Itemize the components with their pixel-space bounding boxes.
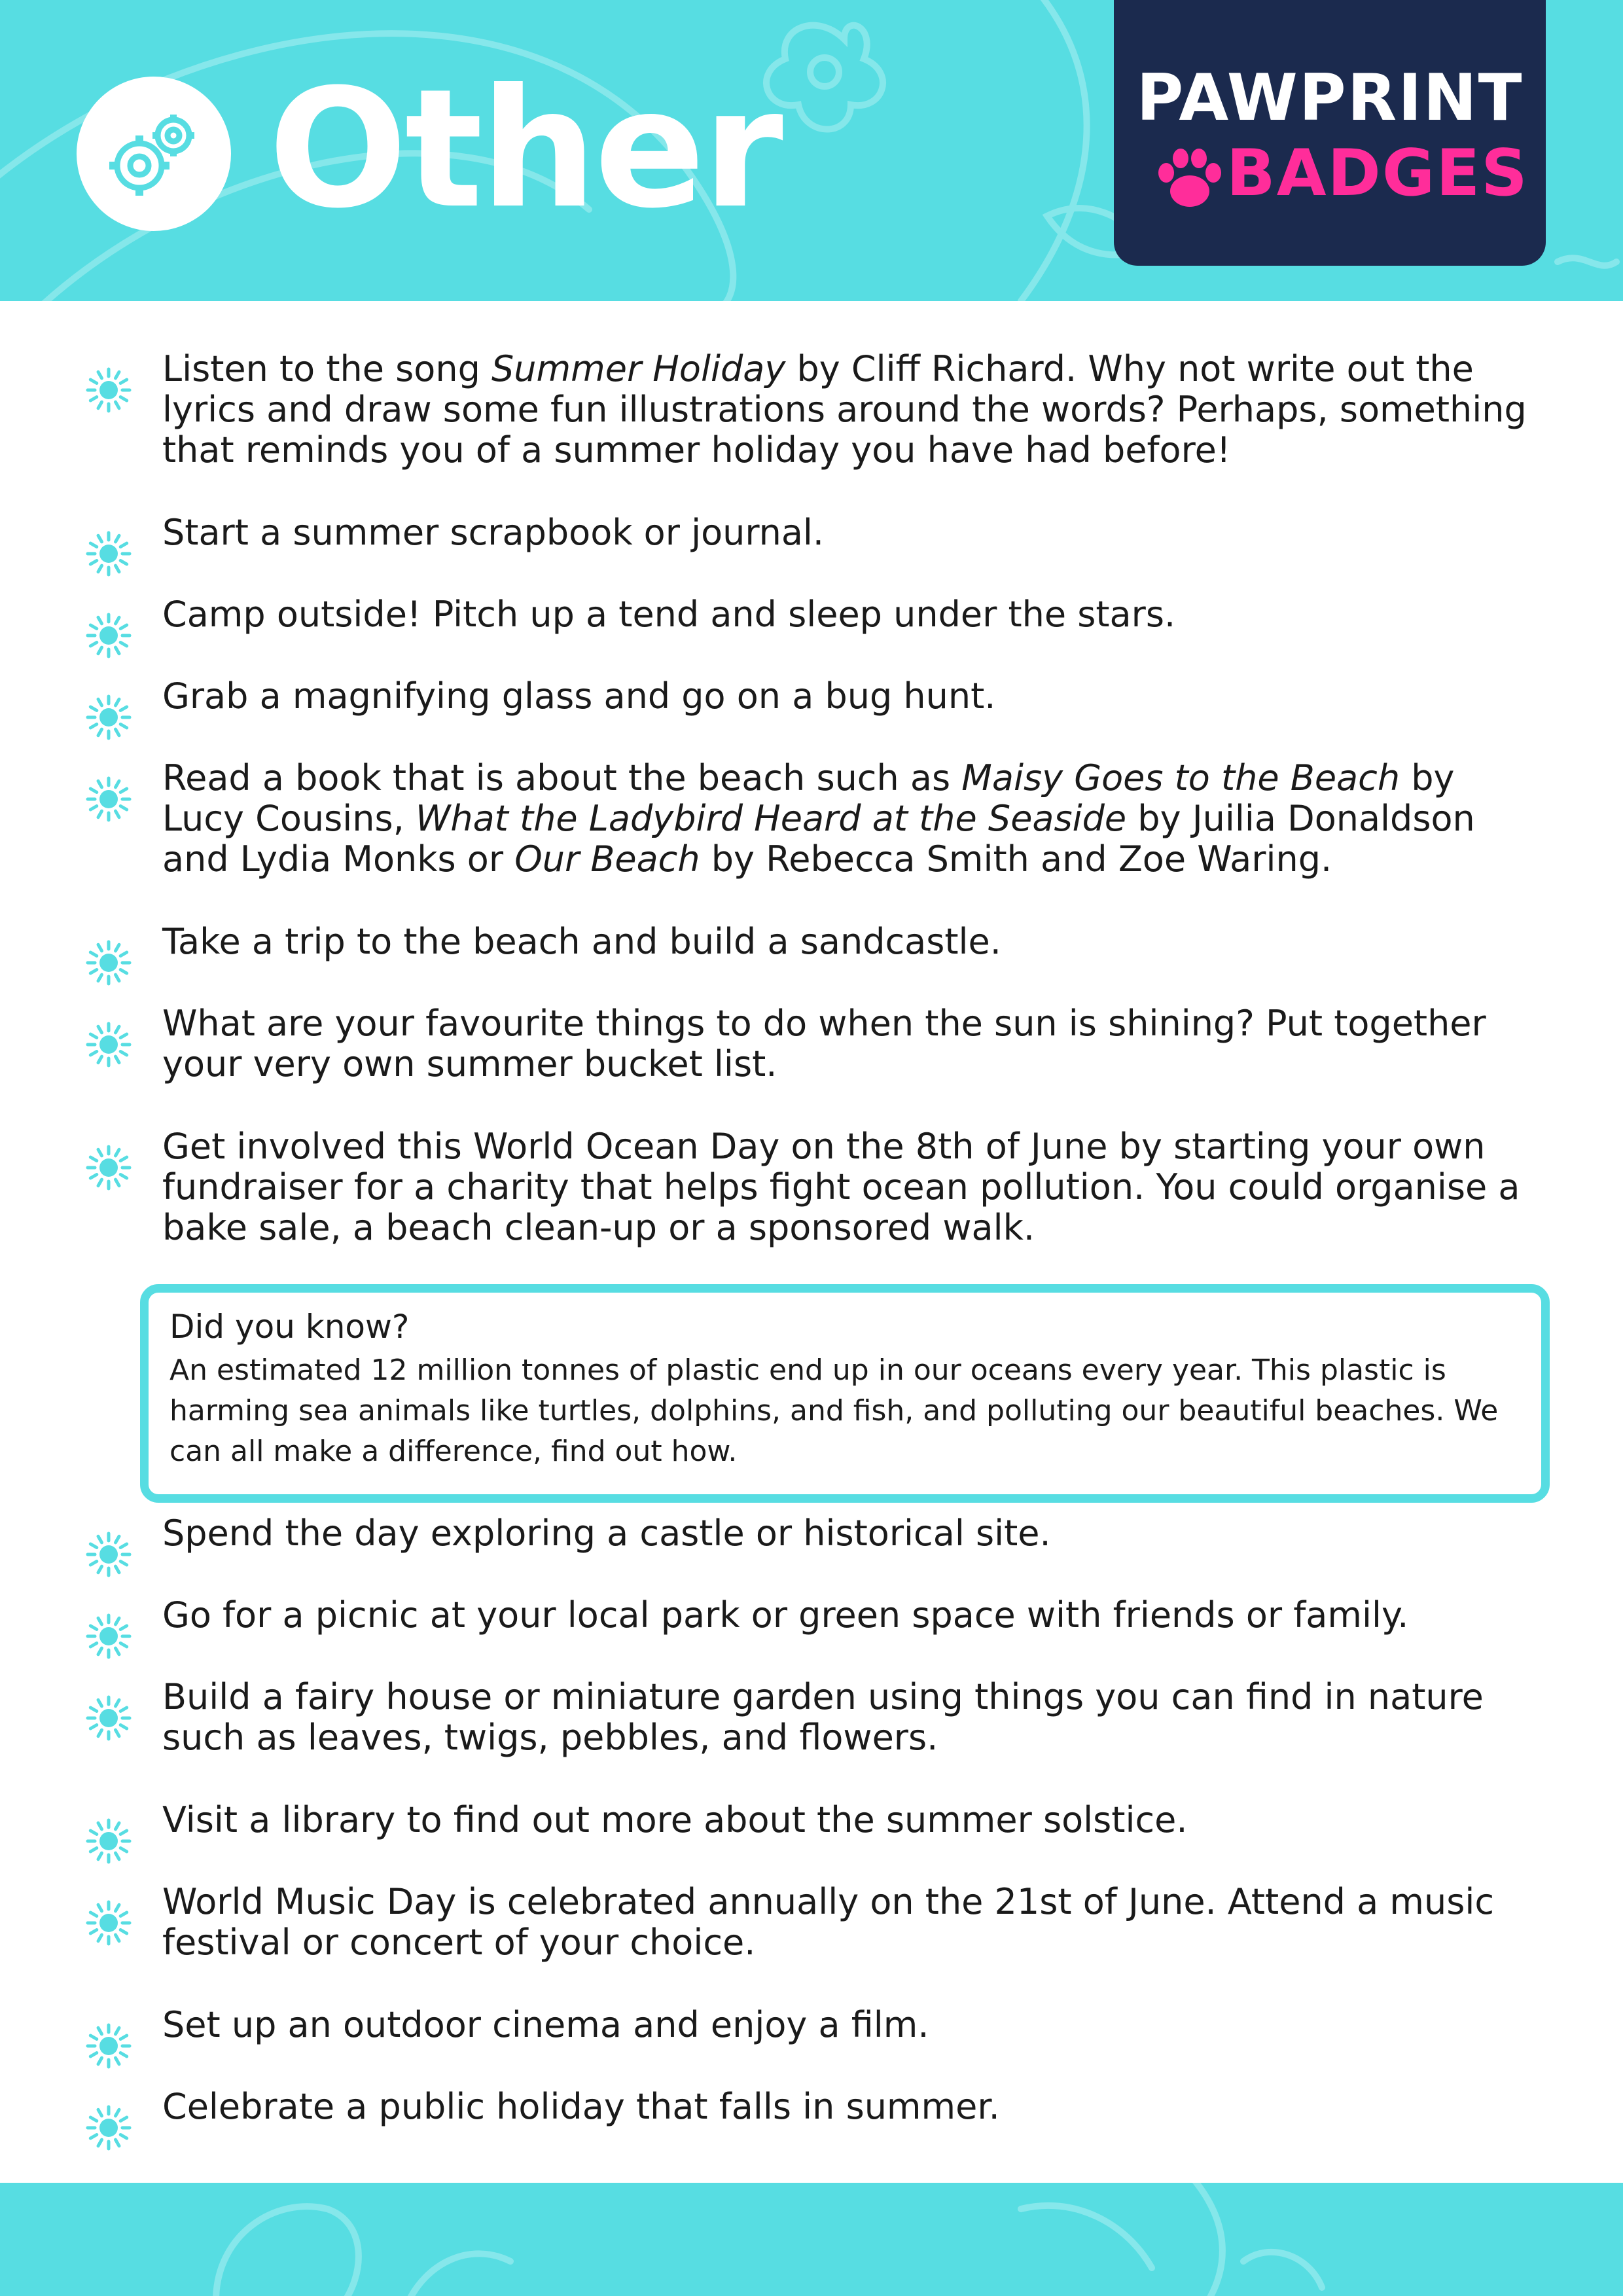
paw-icon [1152,145,1224,211]
sun-icon [85,612,132,659]
book-title-text: What the Ladybird Heard at the Seaside [415,798,1127,839]
sun-icon [85,1531,132,1578]
list-item-text [162,922,1537,962]
list-item-text [162,1126,1537,1248]
list-item-text [162,1595,1537,1636]
page-title: Other [268,54,781,244]
sun-icon [85,776,132,823]
text-segment: Set up an outdoor cinema and enjoy a film. [162,2004,929,2045]
list-item-text [162,1003,1537,1085]
text-segment: Grab a magnifying glass and go on a bug hunt. [162,675,996,717]
list-item-text [162,676,1537,717]
text-segment: Build a fairy house or miniature garden using things you can find in nature such as leaves, twigs, pebbles, and flowers. [162,1676,1484,1758]
sun-icon [85,530,132,577]
sun-icon [85,2022,132,2070]
footer-banner [0,2183,1623,2296]
list-item-text [162,2087,1537,2127]
book-title-text: Maisy Goes to the Beach [961,757,1400,798]
text-segment: Start a summer scrapbook or journal. [162,512,825,553]
text-segment: Go for a picnic at your local park or green space with friends or family. [162,1594,1409,1636]
callout-title: Did you know? [169,1308,410,1346]
gears-icon [75,75,232,232]
text-segment: by Lucy Cousins, [162,757,1455,839]
text-segment: Visit a library to find out more about the summer solstice. [162,1799,1188,1840]
list-item-text [162,1882,1537,1963]
sun-icon [85,367,132,414]
book-title-text: Our Beach [514,838,700,880]
logo-wordmark-top: PAWPRINT [1136,61,1524,135]
sun-icon [85,939,132,986]
list-item-text [162,512,1537,553]
sun-icon [85,1695,132,1742]
sun-icon [85,1613,132,1660]
sun-icon [85,1144,132,1191]
list-item-text [162,1513,1537,1554]
list-item-text [162,758,1537,880]
text-segment: Read a book that is about the beach such as [162,757,962,798]
list-item-text [162,1800,1537,1840]
text-segment: Take a trip to the beach and build a sandcastle. [162,921,1001,962]
sun-icon [85,694,132,741]
text-segment: World Music Day is celebrated annually on the 21st of June. Attend a music festival or concert of your choice. [162,1881,1495,1963]
did-you-know-callout [140,1284,1550,1503]
text-segment: by Juilia Donaldson and Lydia Monks or [162,798,1475,880]
list-item-text [162,2005,1537,2045]
brand-logo [1114,0,1546,266]
list-item-text [162,1677,1537,1758]
sun-icon [85,1818,132,1865]
book-title-text: Summer Holiday [491,348,786,389]
sun-icon [85,1899,132,1946]
text-segment: Listen to the song [162,348,492,389]
text-segment: Camp outside! Pitch up a tend and sleep under the stars. [162,594,1176,635]
sun-icon [85,2104,132,2151]
list-item-text [162,349,1537,471]
text-segment: What are your favourite things to do when the sun is shining? Put together your very own summer bucket list. [162,1003,1486,1085]
header-banner [0,0,1623,301]
sun-icon [85,1021,132,1068]
decorative-doodles [0,2183,1623,2296]
text-segment: Celebrate a public holiday that falls in summer. [162,2086,1000,2127]
text-segment: by Rebecca Smith and Zoe Waring. [700,838,1332,880]
callout-body: An estimated 12 million tonnes of plastic end up in our oceans every year. This plastic is harming sea animals like turtles, dolphins, and fish, and polluting our beautiful beaches. We can all make a difference, find out how. [169,1354,1499,1468]
text-segment: by Cliff Richard. Why not write out the lyrics and draw some fun illustrations around the words? Perhaps, something that reminds you of a summer holiday you have had before! [162,348,1527,471]
list-item-text [162,594,1537,635]
text-segment: Get involved this World Ocean Day on the 8th of June by starting your own fundraiser for a charity that helps fight ocean pollution. You could organise a bake sale, a beach clean-up or a sponsored walk. [162,1126,1520,1248]
logo-wordmark-bottom: BADGES [1226,136,1529,211]
text-segment: Spend the day exploring a castle or historical site. [162,1513,1051,1554]
